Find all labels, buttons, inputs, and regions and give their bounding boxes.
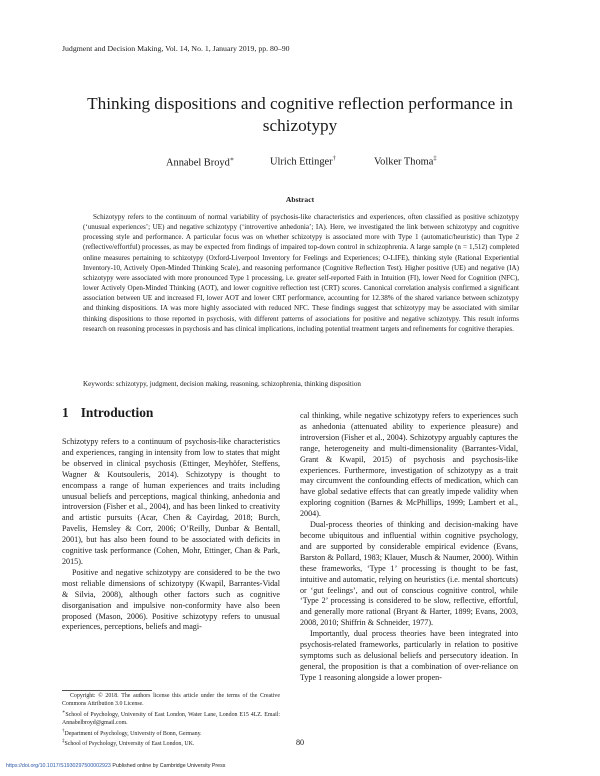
- abstract-heading: Abstract: [285, 195, 315, 204]
- doi-line: [6, 763, 225, 769]
- paragraph: Importantly, dual process theories have been integrated into psychosis-related frameworks, particularly in relation to positive symptoms such as delusional beliefs and persecutory ideation. In general, the proposition is that a combination of over-reliance on Type 1 reasoning alongside a lower propen-: [300, 629, 518, 682]
- footnote-text: School of Psychology, University of East London, Water Lane, London E15 4LZ. Email: Annabelbroyd@gmail.com.: [62, 711, 280, 726]
- section-heading: [62, 405, 153, 421]
- publisher-note: Published online by Cambridge University Press: [110, 763, 226, 769]
- footnote-mark: ∗: [62, 709, 66, 715]
- footnote-text: School of Psychology, University of East London, UK.: [64, 741, 195, 748]
- footnote: [62, 728, 280, 739]
- author-name: Volker Thoma: [374, 156, 434, 168]
- author: [166, 155, 234, 168]
- paragraph: cal thinking, while negative schizotypy refers to experiences such as anhedonia (attenuated ability to experience pleasure) and introversion (Fisher et al., 2004). Schizotypy arguably captures the range, heterogeneity and multi-dimensionality (Barrantes-Vidal, Grant & Kwapil, 2015) of psychosis and psychosis-like experiences. Furthermore, investigation of schizotypy as a trait may circumvent the confounding effects of medication, which can have global sedative effects that can greatly impede validity when exploring cognition (Barnes & McPhillips, 1999; Lambert et al., 2004).: [300, 411, 518, 519]
- footnote: [62, 709, 280, 728]
- author-name: Annabel Broyd: [166, 157, 230, 169]
- author: [270, 155, 336, 167]
- paragraph: Dual-process theories of thinking and decision-making have become ubiquitous and influential within cognitive psychology, and are supported by considerable empirical evidence (Evans, Barston & Pollard, 1983; Klauer, Musch & Naumer, 2000). Within these frameworks, ‘Type 1’ processing is thought to be fast, intuitive and automatic, relying on heuristics (i.e. mental shortcuts) or ‘gut feelings’, and out of conscious cognitive control, while ‘Type 2’ processing is considered to be slow, reflective, effortful, and generally more rational (Bryant & Harter, 1899; Evans, 2003, 2008, 2010; Shiffrin & Schneider, 1977).: [300, 520, 518, 628]
- right-column: [300, 411, 518, 684]
- paragraph: Schizotypy refers to a continuum of psychosis-like characteristics and experiences, ranging in intensity from low to states that might be observed in clinical psychosis (Ettinger, Meyhöfer, Steffens, Wagner & Koutsouleris, 2014). Schizotypy is thought to encompass a range of human experiences and traits including unusual beliefs and perceptions, magical thinking, anhedonia and introversion (Fisher et al., 2004), and has been linked to creativity and artistic pursuits (Acar, Chen & Cayirdag, 2018; Burch, Pavelis, Hemsley & Corr, 2006; O’Reilly, Dunbar & Bentall, 2001), but has also been found to be associated with deficits in cognitive task performance (Cohen, Mohr, Ettinger, Chan & Park, 2015).: [62, 437, 280, 566]
- paper-title: Thinking dispositions and cognitive reflection performance in schizotypy: [87, 94, 513, 135]
- author-mark: †: [332, 155, 336, 162]
- author: [374, 155, 437, 167]
- footnote-text: Department of Psychology, University of Bonn, Germany.: [64, 730, 202, 737]
- footnote-mark: ‡: [62, 739, 65, 745]
- doi-link[interactable]: https://doi.org/10.1017/S1930297500002923: [6, 763, 111, 769]
- keywords: Keywords: schizotypy, judgment, decision making, reasoning, schizophrenia, thinking disposition: [83, 380, 361, 388]
- footnote-rule: [62, 690, 152, 691]
- abstract-text: Schizotypy refers to the continuum of normal variability of psychosis-like characteristics and experiences, often classified as positive schizotypy (‘unusual experiences’; UE) and negative schizotypy (‘introvertive anhedonia’; IA). Here, we investigated the link between schizotypy and cognitive processing style and performance. A particular focus was on whether schizotypy is associated more with Type 1 (automatic/heuristic) than Type 2 (reflective/effortful) processes, as may be expected from findings of impaired top-down control in schizophrenia. A large sample (n = 1,512) completed online measures pertaining to schizotypy (Oxford-Liverpool Inventory for Feelings and Experiences; O-LIFE), thinking style (Rational Experiential Inventory-10, Actively Open-Minded Thinking Scale), and reasoning performance (Cognitive Reflection Test). Higher positive (UE) and negative (IA) schizotypy were associated with more pronounced Type 1 processing, i.e. greater self-reported Faith in Intuition (FI), lower Need for Cognition (NFC), lower Actively Open-Minded Thinking (AOT), and lower cognitive reflection test (CRT) scores. Canonical correlation analysis confirmed a significant association between UE and increased FI, lower AOT and lower CRT performance, accounting for 12.38% of the shared variance between schizotypy and thinking dispositions. IA was more highly associated with reduced NFC. These findings suggest that schizotypy may be associated with similar thinking dispositions to those reported in psychosis, with different patterns of associations for positive and negative schizotypy. This result informs research on reasoning processes in psychosis and has clinical implications, including potential treatment targets and refinements for cognitive therapies.: [83, 213, 519, 333]
- left-column: [62, 437, 280, 633]
- author-mark: ‡: [433, 155, 437, 162]
- paragraph: Positive and negative schizotypy are considered to be the two most reliable dimensions of schizotypy (Kwapil, Barrantes-Vidal & Silvia, 2008), although other factors such as cognitive disorganisation and impulsive non-conformity have also been proposed (Mason, 2006). Positive schizotypy refers to unusual experiences, perceptions, beliefs and magi-: [62, 567, 280, 632]
- author-mark: ∗: [229, 156, 235, 163]
- section-title: Introduction: [80, 405, 154, 420]
- section-number: 1: [62, 405, 69, 420]
- author-name: Ulrich Ettinger: [270, 156, 333, 168]
- copyright-note: Copyright: © 2018. The authors license this article under the terms of the Creative Commons Attribution 3.0 License.: [62, 693, 280, 707]
- footnote-mark: †: [62, 728, 65, 734]
- running-head: Judgment and Decision Making, Vol. 14, No. 1, January 2019, pp. 80–90: [62, 44, 290, 53]
- page-number: 80: [295, 738, 305, 747]
